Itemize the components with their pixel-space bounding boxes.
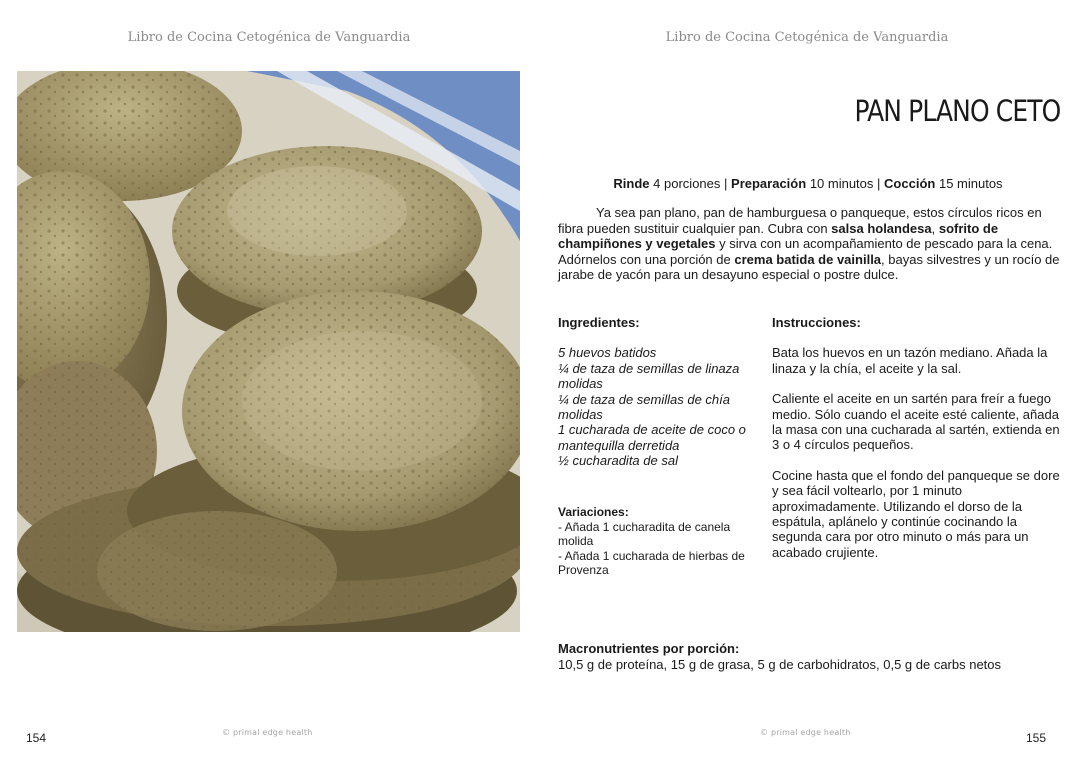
ingredient-item: 1 cucharada de aceite de coco o mantequilla derretida [558, 422, 746, 453]
macros-text: 10,5 g de proteína, 15 g de grasa, 5 g de carbohidratos, 0,5 g de carbs netos [558, 656, 1002, 672]
ingredient-item: ¼ de taza de semillas de linaza molidas [558, 360, 740, 392]
ingredient-item: ½ cucharadita de sal [558, 453, 678, 469]
recipe-intro [558, 205, 1061, 283]
ingredients-column [558, 315, 758, 578]
intro-link-crema: crema batida de vainilla [734, 251, 882, 267]
prep-label: Preparación [731, 176, 807, 191]
intro-text: Ya sea pan plano, pan de hamburguesa o panqueque, estos círculos ricos en fibra pueden sustituir cualquier pan. Cubra con [558, 205, 1042, 236]
instruction-step: Caliente el aceite en un sartén para freír a fuego medio. Sólo cuando el aceite esté caliente, añada la masa con una cucharada al sartén, extienda en 3 o 4 círculos pequeños. [772, 391, 1060, 453]
yield-label: Rinde [613, 176, 650, 191]
intro-link-sofrito: sofrito de champiñones y vegetales [558, 220, 999, 251]
prep-value: 10 minutos [809, 176, 874, 191]
variations-heading: Variaciones: [558, 504, 629, 519]
meta-separator: | [877, 176, 881, 191]
running-head-right: Libro de Cocina Cetogénica de Vanguardia [665, 30, 949, 45]
photo-credit-right: © primal edge health [760, 728, 851, 737]
running-head-left: Libro de Cocina Cetogénica de Vanguardia [127, 30, 411, 45]
intro-link-holandesa: salsa holandesa [831, 220, 932, 236]
flatbread-stack-photo-icon [17, 71, 520, 632]
flatbread-photo [17, 71, 520, 632]
macros-heading: Macronutrientes por porción: [558, 641, 740, 656]
instructions-column [772, 315, 1062, 575]
variation-item: - Añada 1 cucharadita de canela molida [558, 519, 731, 549]
page-number-right: 155 [1026, 731, 1047, 745]
intro-text: , bayas silvestres y un rocío de jarabe de yacón para un desayuno especial o postre dulce. [558, 251, 1060, 282]
yield-value: 4 porciones [653, 176, 721, 191]
instruction-step: Cocine hasta que el fondo del panqueque se dore y sea fácil voltearlo, por 1 minuto aproximadamente. Utilizando el dorso de la espátula, aplánelo y continúe cocinando la segunda cara por otro minuto o más para un acabado crujiente. [772, 467, 1060, 560]
intro-text: , [931, 220, 939, 236]
cook-value: 15 minutos [938, 176, 1003, 191]
recipe-meta [558, 176, 1058, 192]
cook-label: Cocción [884, 176, 936, 191]
intro-text: y sirva con un acompañamiento de pescado para la cena. Adórnelos con una porción de [558, 236, 1053, 267]
ingredient-item: 5 huevos batidos [558, 345, 657, 361]
ingredient-item: ¼ de taza de semillas de chía molidas [558, 391, 730, 423]
recipe-title: PAN PLANO CETO [854, 94, 1060, 128]
instruction-step: Bata los huevos en un tazón mediano. Añada la linaza y la chía, el aceite y la sal. [772, 345, 1048, 376]
macros-block [558, 641, 1063, 672]
photo-credit-left: © primal edge health [222, 728, 313, 737]
page-number-left: 154 [26, 731, 47, 745]
variation-item: - Añada 1 cucharada de hierbas de Provenza [558, 548, 745, 578]
ingredients-heading: Ingredientes: [558, 315, 640, 330]
right-page [538, 0, 1076, 766]
instructions-heading: Instrucciones: [772, 315, 861, 330]
meta-separator: | [724, 176, 728, 191]
